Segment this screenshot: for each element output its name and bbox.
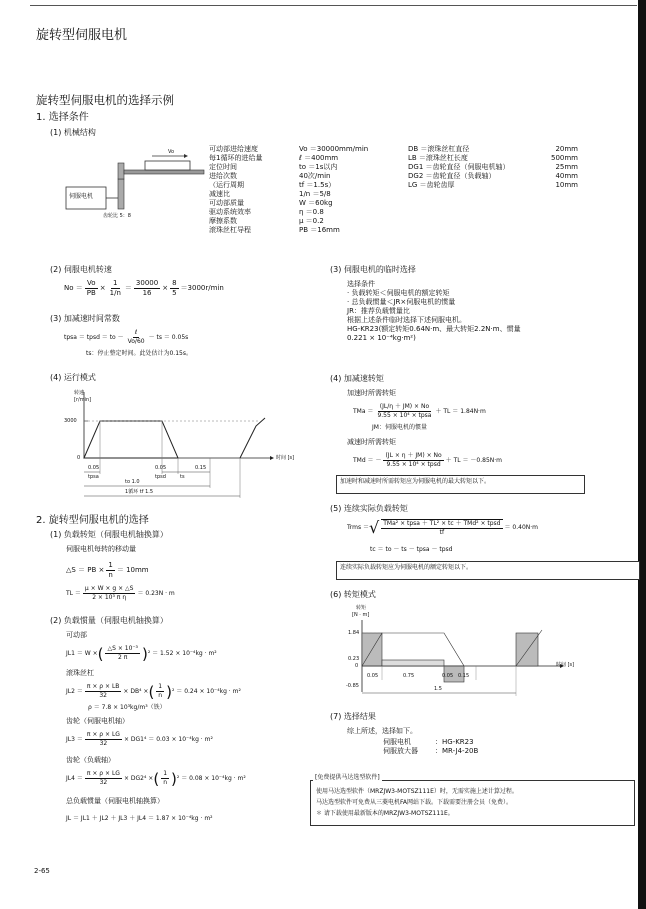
s2-ballscrew: 滚珠丝杠 [66, 669, 94, 677]
param-value: to ＝1s以内 [299, 163, 338, 171]
params-left [209, 145, 368, 235]
diagram-gear-label: 齿轮比 5：8 [103, 213, 131, 219]
r6-ytick-2: 0.23 [348, 656, 360, 662]
r5-title: (5) 连续实际负载转矩 [330, 504, 408, 513]
param-value: ：HG-KR23 [435, 738, 474, 746]
param-row [408, 163, 578, 172]
r4-ma-equation: TMa ＝ $\frac{(JL/\eta + JM) \times No}{\text{9.55 × 10⁴ × tpsa}}$ ＋ TL ＝ 1.84N·m [353, 403, 486, 419]
s2-ds-equation: △S ＝ PB × $\frac{1}{n}$ ＝ 10mm [66, 561, 149, 579]
param-row [383, 738, 478, 747]
s2-jl3-equation: JL3 ＝ $\frac{\pi \times \rho \times LG}{32}$ × DG1⁴ ＝ 0.03 × 10⁻⁴kg · m² [66, 731, 213, 747]
param-key: 进给次数 [209, 172, 237, 180]
param-row [209, 154, 368, 163]
s2-title: 2. 旋转型伺服电机的选择 [36, 515, 149, 526]
r4-note-text: 加速时和减速时所需转矩应为伺服电机的最大转矩以下。 [340, 478, 491, 485]
free-software-tab: [免费提供马达选型软件] [315, 774, 380, 781]
param-value: 10mm [555, 181, 578, 189]
text-line: 使用马达选型软件（MRZJW3-MOTSZ111E）时，无需实施上述计算过程。 [316, 788, 518, 795]
r4-note-box [336, 475, 585, 494]
op-label-cycle: 1循环 tf 1.5 [125, 489, 154, 495]
r6-ytick-3: 0 [355, 663, 359, 669]
param-row [209, 181, 368, 190]
param-row [408, 154, 578, 163]
r4-title: (4) 加减速转矩 [330, 374, 384, 383]
s2-movable: 可动部 [66, 631, 87, 639]
speed-title: (2) 伺服电机转速 [50, 265, 112, 274]
s2-t2: (2) 负载惯量（伺服电机轴换算） [50, 616, 168, 625]
param-row [209, 190, 368, 199]
param-row [209, 217, 368, 226]
param-key: 每1循环的进给量 [209, 154, 263, 162]
param-value: μ ＝0.2 [299, 217, 324, 225]
op-label-ts: ts [180, 474, 185, 480]
text-line: HG-KR23(额定转矩0.64N·m、最大转矩2.2N·m、惯量 [347, 325, 521, 333]
r7-title: (7) 选择结果 [330, 712, 376, 721]
text-line: · 负载转矩＜伺服电机的额定转矩 [347, 289, 450, 297]
param-value: 40mm [555, 172, 578, 180]
op-chart-xlabel: 时间 [s] [276, 455, 295, 461]
param-key: 滚珠丝杠导程 [209, 226, 251, 234]
param-key: 可动部进给速度 [209, 145, 258, 153]
r6-ylabel-1: 转矩 [356, 605, 367, 611]
param-value: 25mm [555, 163, 578, 171]
r4-acc-label: 加速时所需转矩 [347, 389, 396, 397]
free-software-lines [316, 786, 518, 819]
r5-note-box [336, 561, 640, 580]
param-value: Vo ＝30000mm/min [299, 145, 369, 153]
s2-jl2-equation: JL2 ＝ $\frac{\pi \times \rho \times LB}{32}$ × DB⁴ × ( $\frac{1}{n}$ ) ² ＝ 0.24 × 10⁻⁴kg · m² [66, 682, 241, 701]
param-key: LG ＝齿轮齿厚 [408, 181, 455, 189]
param-key: LB ＝滚珠丝杠长度 [408, 154, 468, 162]
param-row [408, 181, 578, 190]
param-value: 500mm [551, 154, 578, 162]
r7-rows [383, 738, 478, 756]
op-label-tpsd-val: 0.05 [155, 465, 167, 471]
r5-note-text: 连续实际负载转矩应为伺服电机的额定转矩以下。 [340, 564, 473, 571]
section-title: 旋转型伺服电机的选择示例 [36, 93, 174, 107]
param-value: W ＝60kg [299, 199, 333, 207]
op-label-tpsa: tpsa [88, 474, 99, 480]
r4-md-equation: TMd ＝ － $\frac{(JL \times \eta + JM) \times No}{\text{9.55 × 10⁴ × tpsd}}$ ＋ TL ＝ －0.85N·m [353, 452, 503, 468]
torque-pattern-chart [346, 618, 582, 698]
param-value: PB ＝16mm [299, 226, 340, 234]
page-edge-bar [638, 0, 646, 909]
mech-title: (1) 机械结构 [50, 128, 96, 137]
op-chart-ylabel-1: 转速 [74, 390, 85, 396]
params-right [408, 145, 578, 190]
param-value: ：MR-J4-20B [435, 747, 479, 755]
param-key: 减速比 [209, 190, 230, 198]
param-value: 40次/min [299, 172, 331, 180]
op-chart-zero: 0 [77, 455, 81, 461]
diagram-motor-label: 伺服电机 [69, 193, 94, 200]
r6-ytick-4: -0.85 [346, 683, 359, 689]
r6-xlabel-c: 0.05 [442, 673, 454, 679]
s2-move-label: 伺服电机每转的移动量 [66, 545, 136, 553]
param-value: η ＝0.8 [299, 208, 324, 216]
text-line: 根据上述条件临时选择下述伺服电机。 [347, 316, 466, 324]
op-chart-ylabel-2: [r/min] [74, 397, 92, 403]
acc-time-note: ts：停止整定时间。此处估计为0.15s。 [86, 350, 192, 357]
page-number: 2-65 [34, 867, 50, 875]
acc-time-equation: tpsa ＝ tpsd ＝ to － $\frac{\text{ℓ}}{Vo/60}$ － ts ＝ 0.05s [64, 329, 189, 345]
r6-ylabel-2: [N · m] [352, 612, 370, 618]
r6-title: (6) 转矩模式 [330, 590, 376, 599]
param-row [408, 172, 578, 181]
s2-rho: ρ ＝ 7.8 × 10³kg/m³（铁） [88, 704, 166, 711]
param-row [209, 172, 368, 181]
r5-tc-equation: tc ＝ to － ts － tpsa － tpsd [370, 546, 453, 553]
text-line: JR：推荐负载惯量比 [347, 307, 410, 315]
s2-t1: (1) 负载转矩（伺服电机轴换算） [50, 530, 168, 539]
s2-total-label: 总负载惯量（伺服电机轴换算） [66, 797, 164, 805]
param-row [209, 163, 368, 172]
acc-time-title: (3) 加减速时间常数 [50, 314, 120, 323]
param-value: tf ＝1.5s） [299, 181, 336, 189]
op-label-tpsa-val: 0.05 [88, 465, 100, 471]
text-line: 0.221 × 10⁻⁴kg·m²) [347, 334, 416, 342]
r6-xlabel-d: 0.15 [458, 673, 470, 679]
mechanism-diagram [60, 145, 210, 220]
r4-jm-note: JM：伺服电机的惯量 [372, 424, 427, 431]
header-title: 旋转型伺服电机 [36, 28, 128, 43]
r6-xlabel-b: 0.75 [403, 673, 415, 679]
s2-gear-motor: 齿轮（伺服电机轴） [66, 717, 129, 725]
param-key: DG2 ＝齿轮直径（负载轴） [408, 172, 496, 180]
s2-total-equation: JL ＝ JL1 ＋ JL2 ＋ JL3 ＋ JL4 ＝ 1.87 × 10⁻⁴kg · m² [66, 815, 213, 822]
op-label-ts-val: 0.15 [195, 465, 207, 471]
param-key: DB ＝滚珠丝杠直径 [408, 145, 470, 153]
param-key: 定位时间 [209, 163, 237, 171]
s2-tl-equation: TL ＝ $\frac{\mu \times W \times g \times \triangle S}{\text{2 × 10³ π η}}$ ＝ 0.23N · m [66, 585, 175, 601]
param-row [408, 145, 578, 154]
s2-jl4-equation: JL4 ＝ $\frac{\pi \times \rho \times LG}{32}$ × DG2⁴ × ( $\frac{1}{n}$ ) ² ＝ 0.08 × 10⁻⁴kg · m² [66, 769, 246, 788]
text-line: 马达选型软件可免费从三菱电机FA网站下载。下载需要注册会员（免费）。 [316, 799, 513, 806]
param-row [209, 226, 368, 235]
op-label-to: to 1.0 [125, 479, 140, 485]
r7-intro: 综上所述，选择如下。 [347, 727, 417, 735]
r5-rms-equation: Trms ＝ √ $\frac{\text{TMa² × tpsa ＋ TL² × tc ＋ TMd² × tpsd}}{tf}$ ＝ 0.40N·m [347, 518, 539, 537]
op-chart-ytick: 3000 [64, 418, 77, 424]
r6-xlabel-e: 1.5 [434, 686, 442, 692]
operation-pattern-chart [60, 388, 290, 500]
s2-gear-load: 齿轮（负载轴） [66, 756, 115, 764]
r6-ytick-1: 1.84 [348, 630, 360, 636]
text-line: 选择条件 [347, 280, 375, 288]
param-key: （运行周期 [209, 181, 244, 189]
text-line: ＊ 请下载使用最新版本的MRZJW3-MOTSZ111E。 [316, 810, 454, 817]
top-rule [30, 5, 637, 6]
op-label-tpsd: tpsd [155, 474, 166, 480]
param-key: 可动部质量 [209, 199, 244, 207]
speed-equation: No ＝ $\frac{Vo}{PB}$ × $\frac{1}{1/n}$ ＝ $\frac{30000}{16}$ × $\frac{8}{5}$ ＝3000r/min [64, 279, 224, 297]
param-key: DG1 ＝齿轮直径（伺服电机轴） [408, 163, 510, 171]
param-row [209, 199, 368, 208]
param-key: 摩擦系数 [209, 217, 237, 225]
param-value: 20mm [555, 145, 578, 153]
param-row [209, 208, 368, 217]
param-key: 伺服放大器 [383, 747, 418, 755]
param-key: 驱动系统效率 [209, 208, 251, 216]
r6-xlabel-a: 0.05 [367, 673, 379, 679]
r4-dec-label: 减速时所需转矩 [347, 438, 396, 446]
r3-lines [347, 280, 521, 343]
param-value: 1/n ＝5/8 [299, 190, 331, 198]
param-row [209, 145, 368, 154]
param-value: ℓ ＝400mm [299, 154, 339, 162]
text-line: · 总负载惯量＜JR×伺服电机的惯量 [347, 298, 456, 306]
param-key: 伺服电机 [383, 738, 411, 746]
r6-xlabel: 时间 [s] [556, 662, 575, 668]
s2-jl1-equation: JL1 ＝ W × ( $\frac{\text{△S × 10⁻³}}{2 \pi}$ ) ² ＝ 1.52 × 10⁻⁴kg · m² [66, 644, 217, 663]
s1-title: 1. 选择条件 [36, 112, 89, 123]
op-mode-title: (4) 运行模式 [50, 373, 96, 382]
diagram-vo-label: Vo [168, 149, 175, 155]
param-row [383, 747, 478, 756]
r3-title: (3) 伺服电机的临时选择 [330, 265, 416, 274]
